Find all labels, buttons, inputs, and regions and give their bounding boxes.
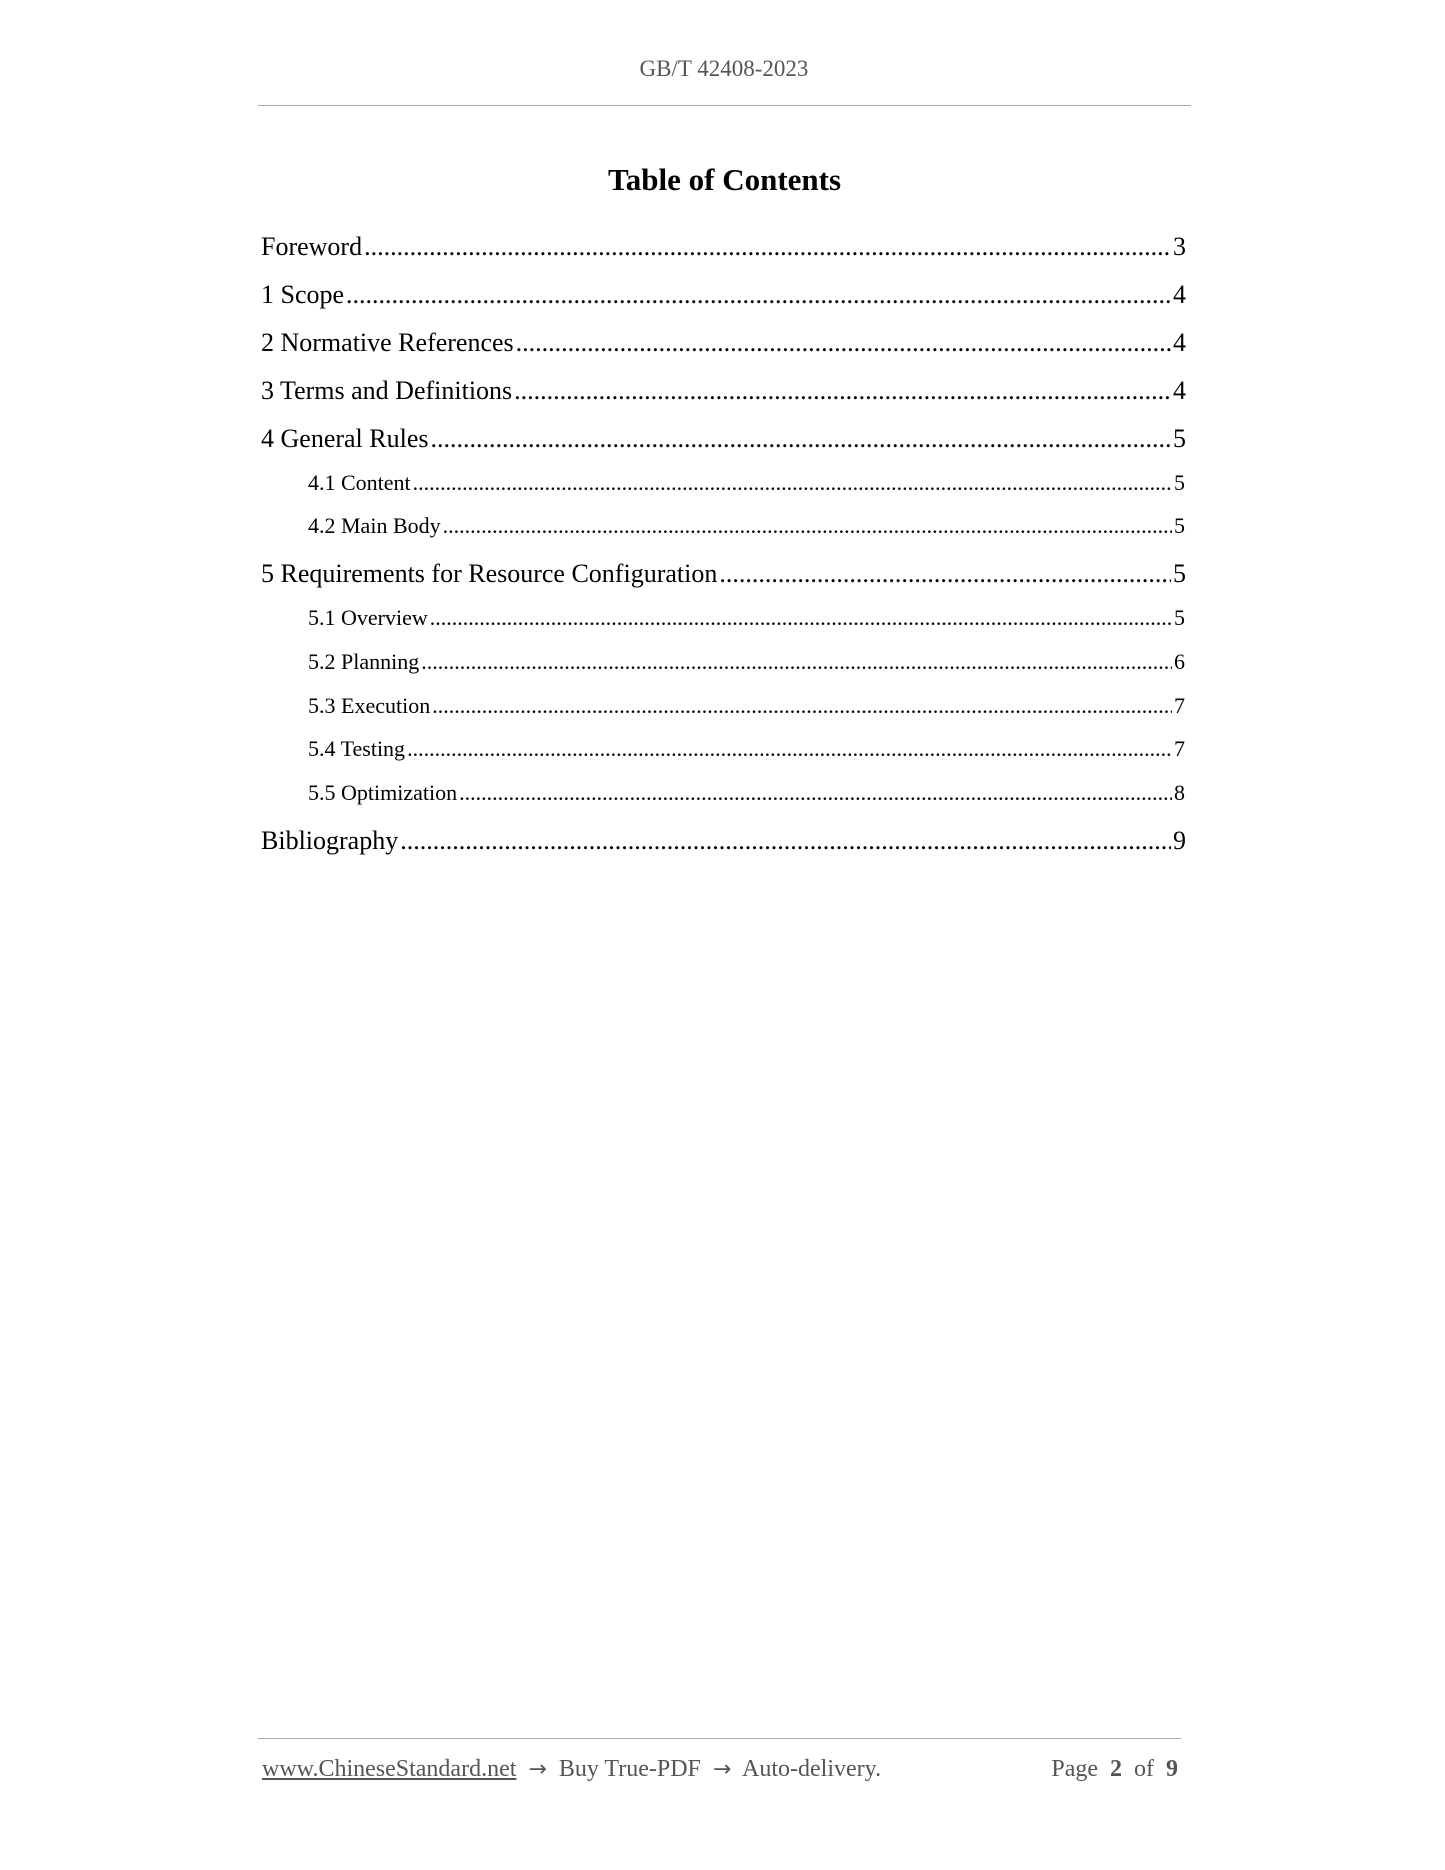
toc-entry-label: 5.1 Overview — [308, 605, 428, 630]
of-word: of — [1134, 1756, 1154, 1782]
toc-entry-page: 6 — [1174, 649, 1185, 674]
toc-entry-label: 3 Terms and Definitions — [261, 376, 513, 405]
toc-entry-page: 5 — [1174, 470, 1185, 495]
toc-dot-leader — [443, 513, 1172, 539]
auto-delivery-text: Auto-delivery. — [742, 1756, 882, 1782]
chinesestandard-link[interactable]: www.ChineseStandard.net — [262, 1756, 517, 1782]
toc-dot-leader — [364, 232, 1171, 262]
toc-entry-terms-and-definitions[interactable] — [261, 376, 1186, 406]
toc-entry-page: 5 — [1173, 424, 1186, 453]
page-footer — [262, 1756, 1182, 1783]
toc-entry-label: 2 Normative References — [261, 328, 514, 357]
toc-entry-testing[interactable] — [308, 736, 1185, 762]
toc-entry-label: 4 General Rules — [261, 424, 429, 453]
right-arrow-icon: → — [528, 1757, 547, 1782]
toc-entry-general-rules[interactable] — [261, 424, 1186, 454]
toc-entry-page: 4 — [1173, 376, 1186, 405]
toc-entry-label: 5.4 Testing — [308, 736, 406, 761]
toc-dot-leader — [421, 649, 1172, 675]
toc-entry-label: 4.1 Content — [308, 470, 411, 495]
toc-dot-leader — [516, 328, 1171, 358]
toc-entry-main-body[interactable] — [308, 513, 1185, 539]
right-arrow-icon: → — [712, 1757, 732, 1782]
footer-divider — [258, 1738, 1181, 1739]
toc-entry-label: 5.5 Optimization — [308, 780, 458, 805]
toc-entry-resource-configuration[interactable] — [261, 559, 1186, 589]
toc-entry-label: Foreword — [261, 232, 363, 261]
toc-entry-label: 5 Requirements for Resource Configuration — [261, 559, 718, 588]
toc-dot-leader — [346, 280, 1171, 310]
toc-entry-label: 5.3 Execution — [308, 693, 431, 718]
toc-entry-execution[interactable] — [308, 693, 1185, 719]
toc-entry-scope[interactable] — [261, 280, 1186, 310]
toc-entry-page: 7 — [1174, 736, 1185, 761]
toc-dot-leader — [459, 780, 1172, 806]
toc-entry-page: 7 — [1174, 693, 1185, 718]
toc-entry-content[interactable] — [308, 470, 1185, 496]
toc-entry-normative-references[interactable] — [261, 328, 1186, 358]
buy-true-pdf-text: Buy True-PDF — [558, 1756, 701, 1782]
toc-entry-page: 8 — [1174, 780, 1185, 805]
toc-dot-leader — [430, 605, 1172, 631]
toc-entry-page: 4 — [1173, 280, 1186, 309]
current-page-number: 2 — [1110, 1756, 1122, 1782]
page-header-standard-code: GB/T 42408-2023 — [639, 56, 809, 81]
toc-entry-bibliography[interactable] — [261, 826, 1186, 856]
toc-dot-leader — [400, 826, 1171, 856]
toc-dot-leader — [514, 376, 1171, 406]
toc-entry-optimization[interactable] — [308, 780, 1185, 806]
toc-entry-planning[interactable] — [308, 649, 1185, 675]
header-divider — [258, 105, 1191, 106]
total-pages-number: 9 — [1166, 1756, 1178, 1782]
toc-dot-leader — [407, 736, 1172, 762]
page-number-indicator — [1051, 1756, 1178, 1783]
page-word: Page — [1051, 1756, 1098, 1782]
toc-entry-label: 5.2 Planning — [308, 649, 420, 674]
toc-entry-overview[interactable] — [308, 605, 1185, 631]
toc-entry-page: 5 — [1174, 605, 1185, 630]
toc-title: Table of Contents — [607, 162, 842, 197]
toc-entry-label: Bibliography — [261, 826, 399, 855]
toc-dot-leader — [432, 693, 1172, 719]
toc-entry-page: 4 — [1173, 328, 1186, 357]
toc-entry-page: 5 — [1174, 513, 1185, 538]
toc-entry-page: 9 — [1173, 826, 1186, 855]
toc-dot-leader — [719, 559, 1171, 589]
toc-entry-label: 1 Scope — [261, 280, 345, 309]
toc-entry-label: 4.2 Main Body — [308, 513, 441, 538]
toc-entry-foreword[interactable] — [261, 232, 1186, 262]
toc-dot-leader — [431, 424, 1171, 454]
toc-entry-page: 3 — [1173, 232, 1186, 261]
toc-dot-leader — [413, 470, 1172, 496]
toc-entry-page: 5 — [1173, 559, 1186, 588]
